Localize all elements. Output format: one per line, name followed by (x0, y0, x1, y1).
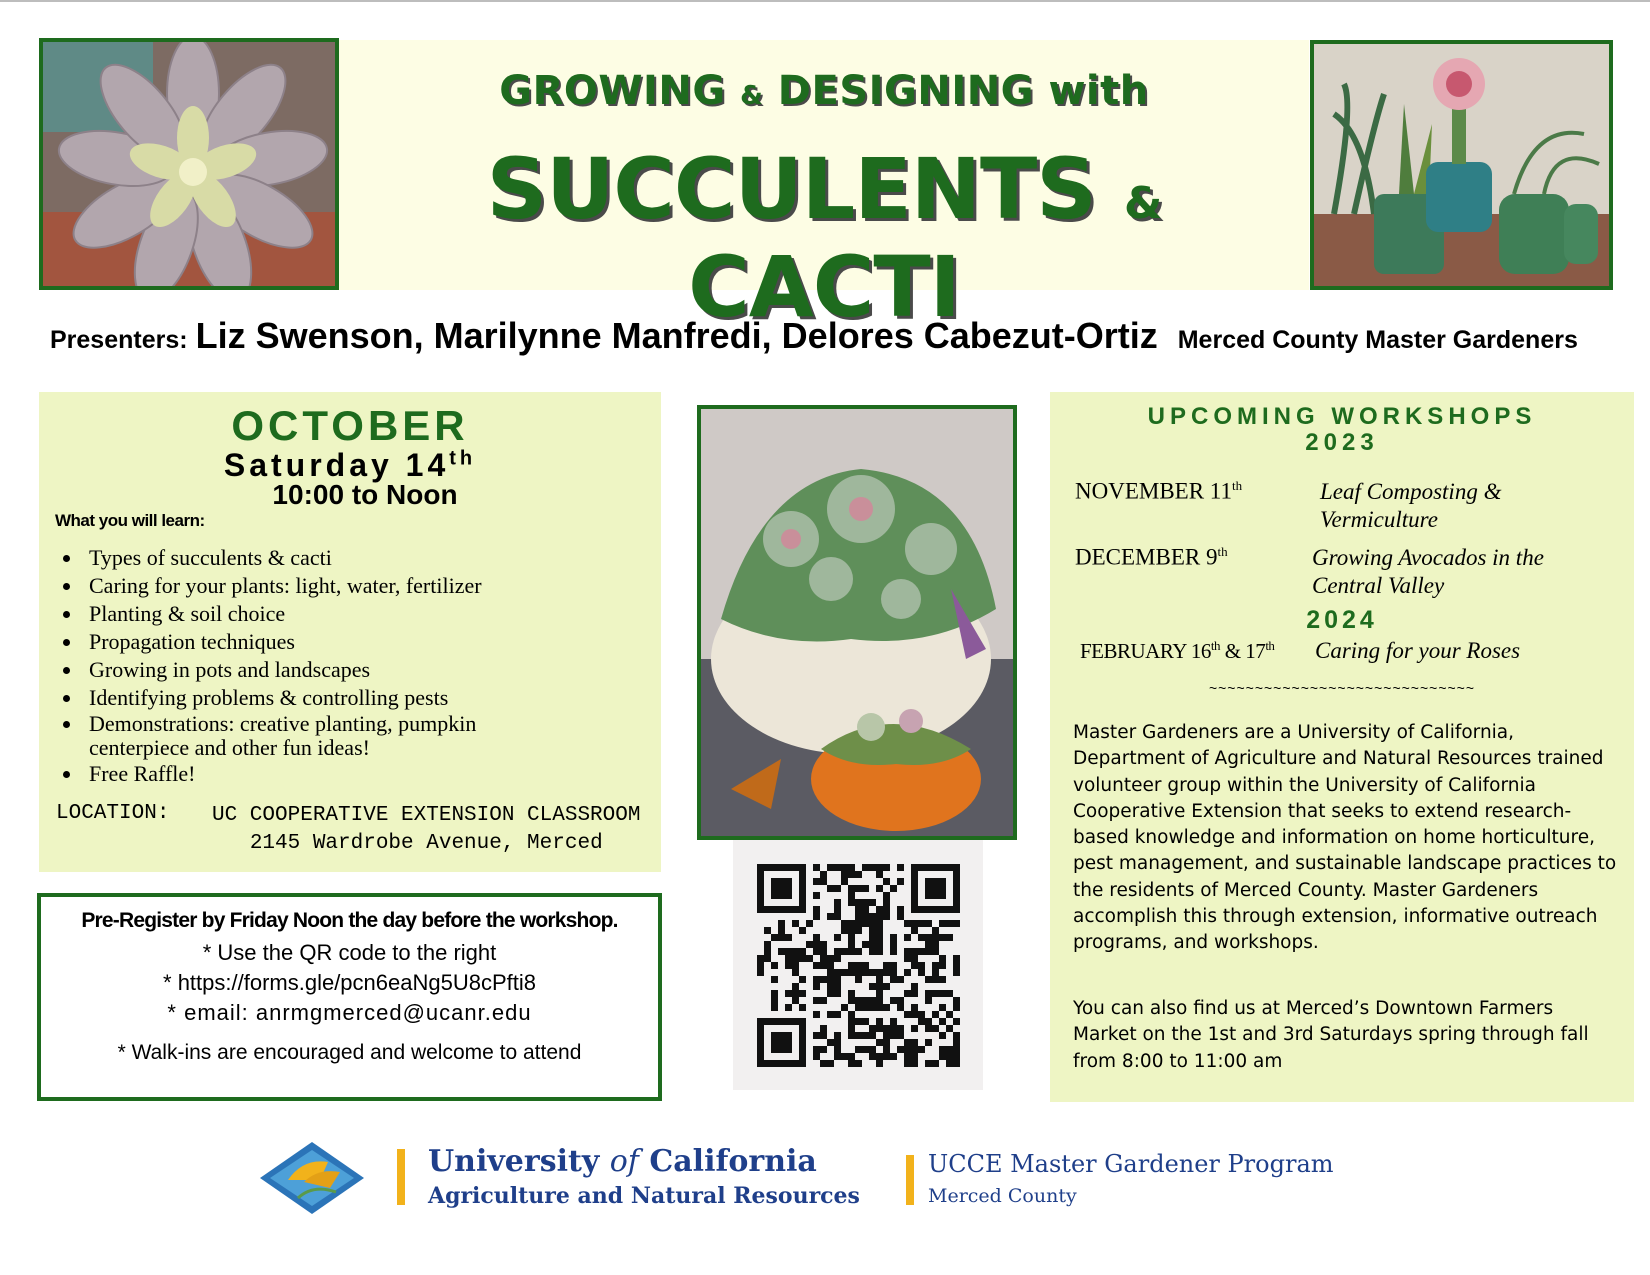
year-2024-heading: 2024 (1306, 606, 1378, 634)
list-item: • Propagation techniques (83, 628, 683, 656)
event-title: SUCCULENTS & CACTI (486, 140, 1162, 336)
learn-heading: What you will learn: (55, 511, 205, 530)
location-value (212, 802, 640, 858)
top-rule (0, 0, 1650, 2)
upcoming-title: UPCOMING WORKSHOPS 2023 (1147, 403, 1537, 456)
location-name: UC COOPERATIVE EXTENSION CLASSROOM (212, 804, 641, 827)
presenters-label: Presenters: (50, 326, 188, 354)
event-time: 10:00 to Noon (272, 479, 458, 510)
uc-anr-logo (258, 1140, 366, 1216)
register-email-link[interactable]: * email: anrmgmerced@ucanr.edu (167, 1000, 532, 1025)
uc-anr-name: Agriculture and Natural Resources (428, 1183, 860, 1209)
register-form-link[interactable]: * https://forms.gle/pcn6eaNg5U8cPfti8 (163, 970, 536, 995)
workshop-date: NOVEMBER 11th (1075, 478, 1243, 504)
workshop-topic: Caring for your Roses (1315, 638, 1521, 663)
uc-divider-bar (397, 1149, 405, 1205)
potted-cacti-photo (1310, 40, 1613, 290)
presenters-line (50, 315, 1630, 357)
ucce-county: Merced County (928, 1185, 1077, 1207)
register-deadline: Pre-Register by Friday Noon the day before the workshop. (81, 909, 618, 932)
list-item: • Demonstrations: creative planting, pumpkin centerpiece and other fun ideas! (83, 712, 683, 760)
walkins-note: * Walk-ins are encouraged and welcome to attend (117, 1041, 582, 1064)
event-subtitle: GROWING & DESIGNING with (499, 68, 1149, 114)
list-item: • Growing in pots and landscapes (83, 656, 683, 684)
presenter-names: Liz Swenson, Marilynne Manfredi, Delores Cabezut-Ortiz (195, 315, 1158, 356)
workshop-date: FEBRUARY 16th & 17th (1080, 638, 1275, 663)
workshop-topic: Leaf Composting & Vermiculture (1320, 479, 1502, 532)
register-qr-note: * Use the QR code to the right (202, 940, 497, 965)
list-item: • Identifying problems & controlling pests (83, 684, 683, 712)
workshop-topic: Growing Avocados in the Central Valley (1312, 545, 1544, 598)
event-day: Saturday 14th (223, 447, 477, 483)
list-item: • Caring for your plants: light, water, fertilizer (83, 572, 683, 600)
workshop-date: DECEMBER 9th (1075, 544, 1228, 570)
list-item: • Free Raffle! (83, 760, 683, 788)
location-label: LOCATION: (56, 802, 170, 825)
event-month: OCTOBER (231, 402, 469, 449)
list-item: • Planting & soil choice (83, 600, 683, 628)
about-paragraph: Master Gardeners are a University of California, Department of Agriculture and Natural Resources trained volunteer group within the University of California Cooperative Extension that seeks to extend research-based knowledge and information on home horticulture, pest management, and sustainable landscape practices to the residents of Merced County. Master Gardeners accomplish this through extension, informative outreach programs, and workshops. (1073, 722, 1617, 954)
ucce-divider-bar (906, 1155, 914, 1205)
uc-name: University of California (428, 1144, 817, 1179)
list-item: • Types of succulents & cacti (83, 544, 683, 572)
market-paragraph: You can also find us at Merced’s Downtown Farmers Market on the 1st and 3rd Saturdays spring through fall from 8:00 to 11:00 am (1073, 998, 1589, 1072)
divider: ~~~~~~~~~~~~~~~~~~~~~~~~~~~~~ (1208, 680, 1476, 696)
presenter-org: Merced County Master Gardeners (1177, 326, 1578, 354)
succulent-photo (39, 38, 339, 290)
ucce-program-name: UCCE Master Gardener Program (928, 1150, 1334, 1178)
topics-list (55, 544, 683, 788)
location-address: 2145 Wardrobe Avenue, Merced (249, 832, 603, 855)
qr-code[interactable] (733, 840, 983, 1090)
pumpkin-succulent-photo (697, 405, 1017, 840)
